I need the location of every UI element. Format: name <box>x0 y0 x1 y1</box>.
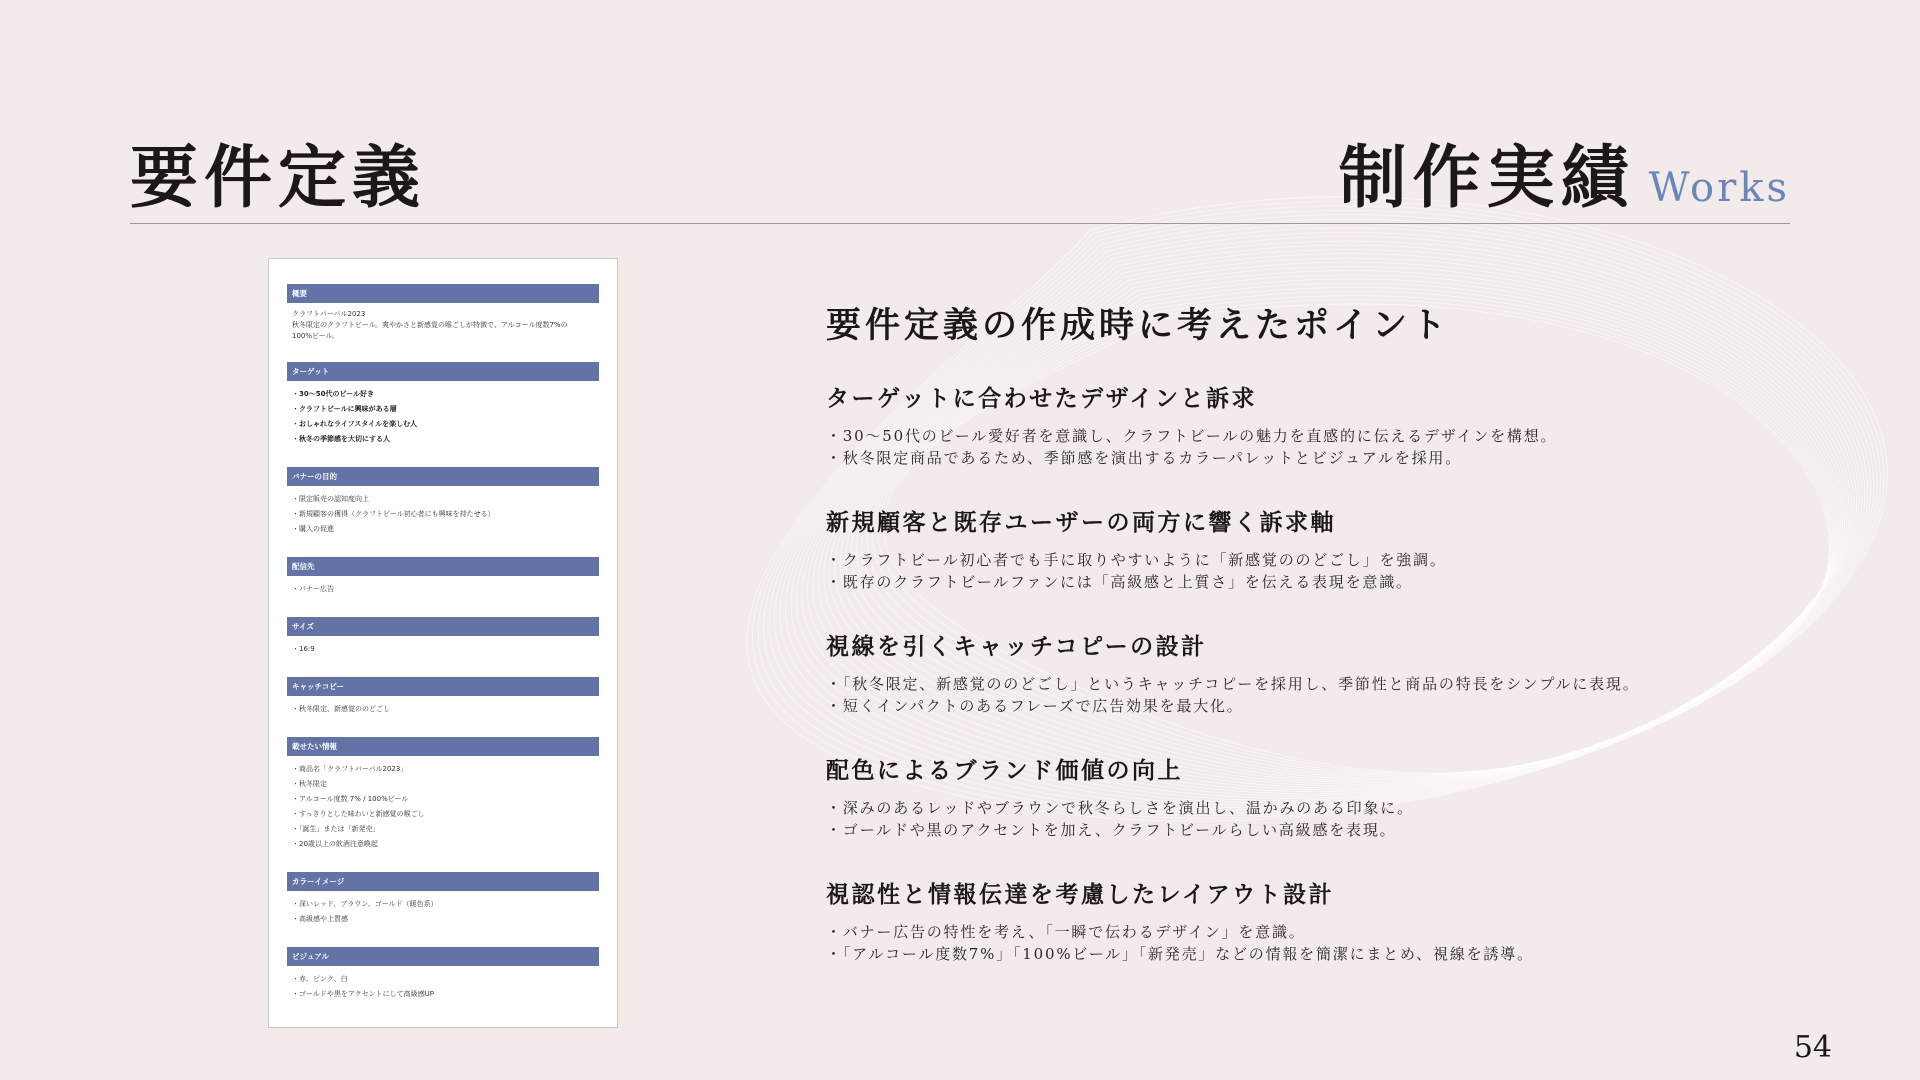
doc-section <box>287 677 599 717</box>
point-description-line: ・短くインパクトのあるフレーズで広告効果を最大化。 <box>826 697 1244 715</box>
point-description-line: ・深みのあるレッドやブラウンで秋冬らしさを演出し、温かみのある印象に。 <box>826 799 1414 817</box>
doc-section-body <box>287 891 599 927</box>
doc-section-body <box>287 303 599 342</box>
doc-section-heading: バナーの目的 <box>287 467 599 486</box>
point-block <box>826 876 1726 965</box>
doc-list-item: ・新規顧客の獲得（クラフトビール初心者にも興味を持たせる） <box>292 510 495 518</box>
point-heading: 配色によるブランド価値の向上 <box>826 757 1183 784</box>
doc-section <box>287 557 599 597</box>
point-description-line: ・バナー広告の特性を考え、「一瞬で伝わるデザイン」を意識。 <box>826 923 1306 941</box>
doc-section-heading: カラーイメージ <box>287 872 599 891</box>
doc-list-item: ・限定販売の認知度向上 <box>292 495 369 503</box>
doc-list-item: ・30〜50代のビール好き <box>292 390 375 398</box>
doc-section <box>287 872 599 927</box>
doc-paragraph-line: 秋冬限定のクラフトビール。爽やかさと新感覚の喉ごしが特徴で、アルコール度数7%の <box>292 321 568 329</box>
point-heading: ターゲットに合わせたデザインと訴求 <box>826 385 1257 412</box>
doc-list-item: ・秋冬の季節感を大切にする人 <box>292 435 390 443</box>
section-title: 制作実績 <box>1338 138 1635 218</box>
doc-section-body <box>287 381 599 447</box>
point-block <box>826 380 1726 469</box>
doc-list-item: ・商品名「クラフトバーバル2023」 <box>292 765 408 773</box>
doc-section-heading: ビジュアル <box>287 947 599 966</box>
doc-section-body <box>287 486 599 537</box>
doc-section-heading: サイズ <box>287 617 599 636</box>
doc-section-heading: キャッチコピー <box>287 677 599 696</box>
doc-list-item: ・ゴールドや黒をアクセントにして高級感UP <box>292 990 434 998</box>
doc-section-heading: 配信先 <box>287 557 599 576</box>
doc-list-item: ・アルコール度数 7% / 100%ビール <box>292 795 409 803</box>
doc-list-item: ・秋冬限定、新感覚ののどごし <box>292 705 390 713</box>
page-title: 要件定義 <box>130 138 427 218</box>
doc-list-item: ・クラフトビールに興味がある層 <box>292 405 397 413</box>
section-header <box>1339 124 1790 221</box>
doc-paragraph-line: クラフトバーバル2023 <box>292 310 366 318</box>
doc-list-item: ・20歳以上の飲酒注意喚起 <box>292 840 378 848</box>
content-title: 要件定義の作成時に考えたポイント <box>826 305 1451 346</box>
doc-list-item: ・赤、ピンク、白 <box>292 975 348 983</box>
section-subtitle: Works <box>1648 165 1790 211</box>
doc-list-item: ・高級感や上質感 <box>292 915 348 923</box>
doc-paragraph-line: 100%ビール。 <box>292 332 340 340</box>
doc-section-body <box>287 966 599 1002</box>
doc-list-item: ・秋冬限定 <box>292 780 327 788</box>
point-description-line: ・30〜50代のビール愛好者を意識し、クラフトビールの魅力を直感的に伝えるデザインを構想。 <box>826 427 1558 445</box>
point-block <box>826 504 1726 593</box>
points-list <box>826 380 1726 965</box>
point-description-line: ・秋冬限定商品であるため、季節感を演出するカラーパレットとビジュアルを採用。 <box>826 449 1463 467</box>
page-number: 54 <box>1793 1030 1832 1065</box>
point-description-line: ・クラフトビール初心者でも手に取りやすいように「新感覚ののどごし」を強調。 <box>826 551 1447 569</box>
doc-section <box>287 947 599 1002</box>
doc-list-item: ・「誕生」または「新発売」 <box>292 825 380 833</box>
doc-list-item: ・すっきりとした味わいと新感覚の喉ごし <box>292 810 425 818</box>
header-divider <box>130 223 1790 224</box>
doc-section-body <box>287 696 599 717</box>
doc-section <box>287 362 599 447</box>
doc-section-body <box>287 576 599 597</box>
doc-section <box>287 284 599 342</box>
point-heading: 新規顧客と既存ユーザーの両方に響く訴求軸 <box>826 509 1336 536</box>
content-area <box>826 298 1726 1000</box>
doc-list-item: ・購入の促進 <box>292 525 334 533</box>
doc-section-heading: 載せたい情報 <box>287 737 599 756</box>
point-heading: 視認性と情報伝達を考慮したレイアウト設計 <box>826 881 1335 908</box>
point-heading: 視線を引くキャッチコピーの設計 <box>826 633 1207 660</box>
doc-section-heading: ターゲット <box>287 362 599 381</box>
doc-list-item: ・バナー広告 <box>292 585 334 593</box>
doc-section <box>287 467 599 537</box>
doc-section-heading: 概要 <box>287 284 599 303</box>
requirements-document-thumbnail <box>268 258 618 1028</box>
point-description-line: ・「アルコール度数7%」「100%ビール」「新発売」などの情報を簡潔にまとめ、視線を誘導。 <box>826 945 1534 963</box>
point-block <box>826 752 1726 841</box>
point-description-line: ・ゴールドや黒のアクセントを加え、クラフトビールらしい高級感を表現。 <box>826 821 1397 839</box>
doc-list-item: ・16:9 <box>292 645 315 653</box>
doc-section-body <box>287 636 599 657</box>
doc-section-body <box>287 756 599 852</box>
doc-section <box>287 617 599 657</box>
doc-section <box>287 737 599 852</box>
doc-list-item: ・おしゃれなライフスタイルを楽しむ人 <box>292 420 418 428</box>
point-description-line: ・既存のクラフトビールファンには「高級感と上質さ」を伝える表現を意識。 <box>826 573 1413 591</box>
doc-list-item: ・深いレッド、ブラウン、ゴールド（暖色系） <box>292 900 438 908</box>
point-block <box>826 628 1726 717</box>
point-description-line: ・「秋冬限定、新感覚ののどごし」というキャッチコピーを採用し、季節性と商品の特長をシンプルに表現。 <box>826 675 1640 693</box>
